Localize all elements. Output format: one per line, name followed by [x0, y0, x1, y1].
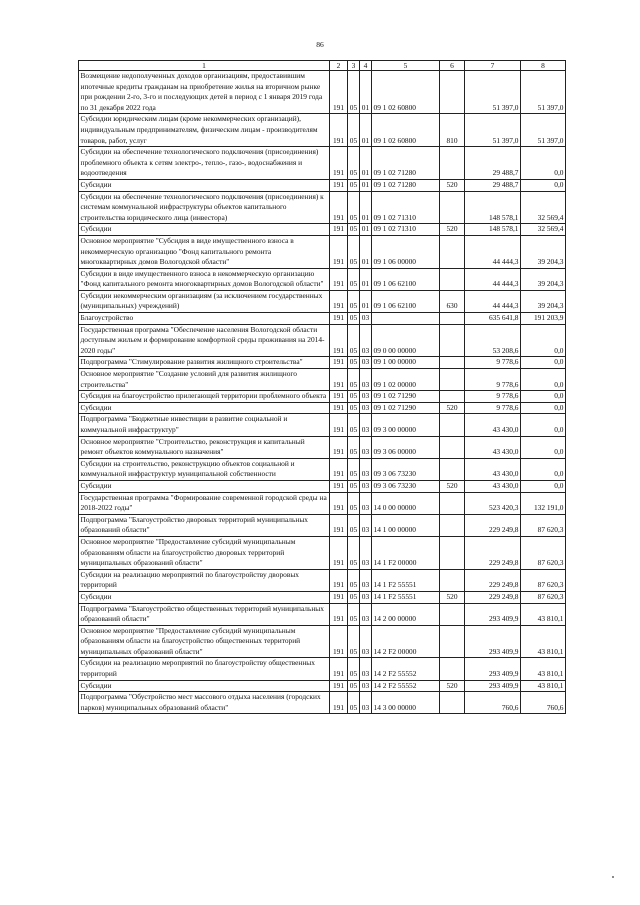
expense-type-cell: 630	[440, 290, 465, 312]
ministry-code-cell: 191	[330, 391, 348, 403]
target-article-cell: 14 3 00 00000	[372, 692, 440, 714]
target-article-cell: 09 3 06 00000	[372, 436, 440, 458]
subsection-code-cell: 01	[360, 71, 372, 114]
section-code-cell: 05	[348, 536, 360, 569]
amount-year2-cell: 0,0	[521, 179, 566, 191]
amount-year2-cell: 0,0	[521, 391, 566, 403]
expense-type-cell	[440, 147, 465, 180]
amount-year1-cell: 229 249,8	[465, 591, 521, 603]
budget-table	[78, 60, 566, 714]
table-row	[79, 235, 566, 268]
column-header: 6	[440, 61, 465, 71]
target-article-cell: 09 3 00 00000	[372, 414, 440, 436]
section-code-cell: 05	[348, 658, 360, 680]
table-row	[79, 603, 566, 625]
subsection-code-cell: 01	[360, 290, 372, 312]
row-name-cell: Подпрограмма "Бюджетные инвестиции в развитие социальной и коммунальной инфраструктур"	[79, 414, 330, 436]
expense-type-cell	[440, 625, 465, 658]
target-article-cell: 14 2 F2 55552	[372, 680, 440, 692]
amount-year2-cell: 760,6	[521, 692, 566, 714]
amount-year1-cell: 43 430,0	[465, 414, 521, 436]
table-row	[79, 114, 566, 147]
target-article-cell: 09 1 02 60800	[372, 71, 440, 114]
table-row	[79, 402, 566, 414]
amount-year2-cell: 51 397,0	[521, 114, 566, 147]
ministry-code-cell: 191	[330, 625, 348, 658]
row-name-cell: Субсидии	[79, 179, 330, 191]
table-row	[79, 625, 566, 658]
expense-type-cell	[440, 369, 465, 391]
ministry-code-cell: 191	[330, 357, 348, 369]
amount-year1-cell: 229 249,8	[465, 536, 521, 569]
ministry-code-cell: 191	[330, 235, 348, 268]
table-row	[79, 369, 566, 391]
column-header: 7	[465, 61, 521, 71]
section-code-cell: 05	[348, 692, 360, 714]
row-name-cell: Основное мероприятие "Субсидия в виде имущественного взноса в некоммерческую организацию "Фонд капитального ремонта многоквартирных домов Вологодской области"	[79, 235, 330, 268]
column-header: 8	[521, 61, 566, 71]
subsection-code-cell: 01	[360, 191, 372, 224]
amount-year2-cell: 0,0	[521, 458, 566, 480]
row-name-cell: Субсидии на строительство, реконструкцию объектов социальной и коммунальной инфраструктур муниципальной собственности	[79, 458, 330, 480]
subsection-code-cell: 01	[360, 268, 372, 290]
expense-type-cell	[440, 436, 465, 458]
page-number: 86	[316, 40, 324, 49]
subsection-code-cell: 03	[360, 658, 372, 680]
table-row	[79, 458, 566, 480]
expense-type-cell	[440, 268, 465, 290]
amount-year2-cell: 87 620,3	[521, 591, 566, 603]
amount-year1-cell: 148 578,1	[465, 224, 521, 236]
amount-year2-cell: 0,0	[521, 147, 566, 180]
ministry-code-cell: 191	[330, 290, 348, 312]
subsection-code-cell: 01	[360, 114, 372, 147]
table-row	[79, 191, 566, 224]
target-article-cell: 09 1 02 71310	[372, 224, 440, 236]
expense-type-cell	[440, 235, 465, 268]
ministry-code-cell: 191	[330, 458, 348, 480]
column-header: 2	[330, 61, 348, 71]
ministry-code-cell: 191	[330, 591, 348, 603]
table-row	[79, 536, 566, 569]
amount-year1-cell: 760,6	[465, 692, 521, 714]
subsection-code-cell: 03	[360, 369, 372, 391]
row-name-cell: Благоустройство	[79, 313, 330, 325]
subsection-code-cell: 03	[360, 458, 372, 480]
ministry-code-cell: 191	[330, 147, 348, 180]
row-name-cell: Государственная программа "Обеспечение населения Вологодской области доступным жильем и формирование комфортной среды проживания на 2014-2020 годы"	[79, 324, 330, 357]
row-name-cell: Основное мероприятие "Строительство, реконструкция и капитальный ремонт объектов коммунального назначения"	[79, 436, 330, 458]
table-row	[79, 324, 566, 357]
expense-type-cell	[440, 313, 465, 325]
expense-type-cell: 520	[440, 224, 465, 236]
expense-type-cell	[440, 492, 465, 514]
row-name-cell: Подпрограмма "Обустройство мест массового отдыха населения (городских парков) муниципальных образований области"	[79, 692, 330, 714]
row-name-cell: Субсидии на реализацию мероприятий по благоустройству дворовых территорий	[79, 569, 330, 591]
expense-type-cell	[440, 357, 465, 369]
ministry-code-cell: 191	[330, 313, 348, 325]
table-row	[79, 290, 566, 312]
row-name-cell: Субсидии юридическим лицам (кроме некоммерческих организаций), индивидуальным предпринимателям, физическим лицам - производителям товаров, работ, услуг	[79, 114, 330, 147]
expense-type-cell	[440, 71, 465, 114]
amount-year2-cell: 43 810,1	[521, 658, 566, 680]
amount-year2-cell: 43 810,1	[521, 625, 566, 658]
table-row	[79, 313, 566, 325]
row-name-cell: Государственная программа "Формирование современной городской среды на 2018-2022 годы"	[79, 492, 330, 514]
section-code-cell: 05	[348, 402, 360, 414]
subsection-code-cell: 03	[360, 569, 372, 591]
ministry-code-cell: 191	[330, 680, 348, 692]
subsection-code-cell: 03	[360, 324, 372, 357]
target-article-cell: 09 1 00 00000	[372, 357, 440, 369]
subsection-code-cell: 01	[360, 224, 372, 236]
row-name-cell: Субсидии на обеспечение технологического подключения (присоединения) проблемного объекта к сетям электро-, тепло-, газо-, водоснабжения и водоотведения	[79, 147, 330, 180]
subsection-code-cell: 03	[360, 492, 372, 514]
ministry-code-cell: 191	[330, 114, 348, 147]
target-article-cell: 14 2 F2 55552	[372, 658, 440, 680]
subsection-code-cell: 03	[360, 591, 372, 603]
amount-year2-cell: 43 810,1	[521, 603, 566, 625]
target-article-cell: 09 1 02 60800	[372, 114, 440, 147]
section-code-cell: 05	[348, 235, 360, 268]
expense-type-cell: 520	[440, 480, 465, 492]
amount-year1-cell: 229 249,8	[465, 569, 521, 591]
section-code-cell: 05	[348, 369, 360, 391]
ministry-code-cell: 191	[330, 179, 348, 191]
section-code-cell: 05	[348, 191, 360, 224]
expense-type-cell: 520	[440, 680, 465, 692]
amount-year1-cell: 635 641,8	[465, 313, 521, 325]
ministry-code-cell: 191	[330, 369, 348, 391]
row-name-cell: Возмещение недополученных доходов организациям, предоставившим ипотечные кредиты гражданам на приобретение жилья на вторичном рынке при рождении 2-го, 3-го и последующих детей в период с 1 января 2019 года по 31 декабря 2022 года	[79, 71, 330, 114]
table-row	[79, 357, 566, 369]
table-row	[79, 680, 566, 692]
target-article-cell: 09 1 02 71290	[372, 391, 440, 403]
row-name-cell: Субсидии на реализацию мероприятий по благоустройству общественных территорий	[79, 658, 330, 680]
subsection-code-cell: 03	[360, 536, 372, 569]
row-name-cell: Субсидия на благоустройство прилегающей территории проблемного объекта	[79, 391, 330, 403]
section-code-cell: 05	[348, 680, 360, 692]
column-header: 1	[79, 61, 330, 71]
subsection-code-cell: 01	[360, 147, 372, 180]
amount-year2-cell: 39 204,3	[521, 268, 566, 290]
target-article-cell: 14 2 F2 00000	[372, 625, 440, 658]
section-code-cell: 05	[348, 603, 360, 625]
section-code-cell: 05	[348, 569, 360, 591]
section-code-cell: 05	[348, 436, 360, 458]
expense-type-cell	[440, 414, 465, 436]
row-name-cell: Подпрограмма "Стимулирование развития жилищного строительства"	[79, 357, 330, 369]
section-code-cell: 05	[348, 458, 360, 480]
section-code-cell: 05	[348, 147, 360, 180]
expense-type-cell: 810	[440, 114, 465, 147]
table-row	[79, 514, 566, 536]
section-code-cell: 05	[348, 268, 360, 290]
section-code-cell: 05	[348, 514, 360, 536]
section-code-cell: 05	[348, 290, 360, 312]
amount-year2-cell: 87 620,3	[521, 569, 566, 591]
amount-year2-cell: 0,0	[521, 357, 566, 369]
amount-year2-cell: 0,0	[521, 436, 566, 458]
ministry-code-cell: 191	[330, 414, 348, 436]
table-row	[79, 268, 566, 290]
amount-year1-cell: 229 249,8	[465, 514, 521, 536]
expense-type-cell	[440, 658, 465, 680]
amount-year1-cell: 43 430,0	[465, 480, 521, 492]
amount-year1-cell: 51 397,0	[465, 71, 521, 114]
row-name-cell: Основное мероприятие "Создание условий для развития жилищного строительства"	[79, 369, 330, 391]
ministry-code-cell: 191	[330, 514, 348, 536]
amount-year1-cell: 523 420,3	[465, 492, 521, 514]
target-article-cell: 09 1 06 00000	[372, 235, 440, 268]
table-row	[79, 591, 566, 603]
column-header: 4	[360, 61, 372, 71]
table-row	[79, 569, 566, 591]
amount-year1-cell: 43 430,0	[465, 458, 521, 480]
target-article-cell: 09 0 00 00000	[372, 324, 440, 357]
target-article-cell: 09 1 02 00000	[372, 369, 440, 391]
target-article-cell: 09 1 02 71280	[372, 179, 440, 191]
amount-year1-cell: 148 578,1	[465, 191, 521, 224]
section-code-cell: 05	[348, 591, 360, 603]
target-article-cell: 14 1 00 00000	[372, 514, 440, 536]
expense-type-cell	[440, 603, 465, 625]
amount-year1-cell: 293 409,9	[465, 625, 521, 658]
row-name-cell: Субсидии	[79, 402, 330, 414]
amount-year2-cell: 87 620,3	[521, 536, 566, 569]
table-row	[79, 71, 566, 114]
amount-year1-cell: 29 488,7	[465, 179, 521, 191]
target-article-cell	[372, 313, 440, 325]
ministry-code-cell: 191	[330, 536, 348, 569]
expense-type-cell: 520	[440, 179, 465, 191]
section-code-cell: 05	[348, 224, 360, 236]
amount-year1-cell: 29 488,7	[465, 147, 521, 180]
amount-year1-cell: 9 778,6	[465, 402, 521, 414]
ministry-code-cell: 191	[330, 569, 348, 591]
amount-year2-cell: 87 620,3	[521, 514, 566, 536]
ministry-code-cell: 191	[330, 402, 348, 414]
row-name-cell: Субсидии	[79, 680, 330, 692]
row-name-cell: Основное мероприятие "Предоставление субсидий муниципальным образованиям области на благоустройство общественных территорий муниципальных образований области"	[79, 625, 330, 658]
section-code-cell: 05	[348, 313, 360, 325]
amount-year1-cell: 9 778,6	[465, 369, 521, 391]
amount-year1-cell: 9 778,6	[465, 357, 521, 369]
target-article-cell: 14 1 F2 55551	[372, 569, 440, 591]
subsection-code-cell: 03	[360, 313, 372, 325]
section-code-cell: 05	[348, 391, 360, 403]
section-code-cell: 05	[348, 179, 360, 191]
row-name-cell: Подпрограмма "Благоустройство дворовых территорий муниципальных образований области"	[79, 514, 330, 536]
subsection-code-cell: 03	[360, 414, 372, 436]
ministry-code-cell: 191	[330, 268, 348, 290]
subsection-code-cell: 03	[360, 692, 372, 714]
expense-type-cell	[440, 324, 465, 357]
table-row	[79, 147, 566, 180]
amount-year1-cell: 293 409,9	[465, 680, 521, 692]
subsection-code-cell: 03	[360, 514, 372, 536]
row-name-cell: Субсидии	[79, 224, 330, 236]
ministry-code-cell: 191	[330, 191, 348, 224]
target-article-cell: 09 1 02 71290	[372, 402, 440, 414]
target-article-cell: 14 1 F2 00000	[372, 536, 440, 569]
amount-year2-cell: 0,0	[521, 402, 566, 414]
amount-year2-cell: 0,0	[521, 369, 566, 391]
ministry-code-cell: 191	[330, 224, 348, 236]
target-article-cell: 14 2 00 00000	[372, 603, 440, 625]
subsection-code-cell: 03	[360, 357, 372, 369]
amount-year2-cell: 191 203,9	[521, 313, 566, 325]
amount-year2-cell: 32 569,4	[521, 224, 566, 236]
amount-year2-cell: 51 397,0	[521, 71, 566, 114]
row-name-cell: Основное мероприятие "Предоставление субсидий муниципальным образованиям области на благоустройство дворовых территорий муниципальных образований области"	[79, 536, 330, 569]
row-name-cell: Субсидии на обеспечение технологического подключения (присоединения) к системам коммунальной инфраструктуры объектов капитального строительства юридического лица (инвестора)	[79, 191, 330, 224]
expense-type-cell	[440, 391, 465, 403]
expense-type-cell: 520	[440, 402, 465, 414]
section-code-cell: 05	[348, 357, 360, 369]
ministry-code-cell: 191	[330, 692, 348, 714]
section-code-cell: 05	[348, 414, 360, 436]
ministry-code-cell: 191	[330, 603, 348, 625]
amount-year2-cell: 32 569,4	[521, 191, 566, 224]
table-row	[79, 692, 566, 714]
amount-year1-cell: 44 444,3	[465, 290, 521, 312]
subsection-code-cell: 03	[360, 436, 372, 458]
table-row	[79, 224, 566, 236]
amount-year1-cell: 51 397,0	[465, 114, 521, 147]
target-article-cell: 09 3 06 73230	[372, 480, 440, 492]
subsection-code-cell: 03	[360, 625, 372, 658]
ministry-code-cell: 191	[330, 436, 348, 458]
expense-type-cell	[440, 191, 465, 224]
table-row	[79, 492, 566, 514]
table-header-row	[79, 61, 566, 71]
amount-year2-cell: 43 810,1	[521, 680, 566, 692]
amount-year1-cell: 293 409,9	[465, 603, 521, 625]
target-article-cell: 14 1 F2 55551	[372, 591, 440, 603]
expense-type-cell	[440, 514, 465, 536]
amount-year2-cell: 39 204,3	[521, 235, 566, 268]
column-header: 5	[372, 61, 440, 71]
table-row	[79, 391, 566, 403]
amount-year1-cell: 44 444,3	[465, 235, 521, 268]
scan-speck	[612, 876, 614, 878]
section-code-cell: 05	[348, 492, 360, 514]
row-name-cell: Субсидии	[79, 591, 330, 603]
row-name-cell: Подпрограмма "Благоустройство общественных территорий муниципальных образований области"	[79, 603, 330, 625]
ministry-code-cell: 191	[330, 324, 348, 357]
table-row	[79, 480, 566, 492]
expense-type-cell: 520	[440, 591, 465, 603]
expense-type-cell	[440, 458, 465, 480]
table-row	[79, 179, 566, 191]
target-article-cell: 09 1 06 62100	[372, 268, 440, 290]
ministry-code-cell: 191	[330, 658, 348, 680]
row-name-cell: Субсидии в виде имущественного взноса в некоммерческую организацию "Фонд капитального ремонта многоквартирных домов Вологодской области"	[79, 268, 330, 290]
subsection-code-cell: 03	[360, 680, 372, 692]
expense-type-cell	[440, 536, 465, 569]
ministry-code-cell: 191	[330, 492, 348, 514]
ministry-code-cell: 191	[330, 480, 348, 492]
column-header: 3	[348, 61, 360, 71]
amount-year1-cell: 9 778,6	[465, 391, 521, 403]
row-name-cell: Субсидии	[79, 480, 330, 492]
ministry-code-cell: 191	[330, 71, 348, 114]
expense-type-cell	[440, 569, 465, 591]
amount-year1-cell: 43 430,0	[465, 436, 521, 458]
section-code-cell: 05	[348, 480, 360, 492]
subsection-code-cell: 01	[360, 179, 372, 191]
target-article-cell: 09 1 02 71310	[372, 191, 440, 224]
subsection-code-cell: 03	[360, 603, 372, 625]
target-article-cell: 09 1 02 71280	[372, 147, 440, 180]
amount-year2-cell: 39 204,3	[521, 290, 566, 312]
amount-year2-cell: 0,0	[521, 414, 566, 436]
section-code-cell: 05	[348, 114, 360, 147]
amount-year2-cell: 0,0	[521, 480, 566, 492]
target-article-cell: 14 0 00 00000	[372, 492, 440, 514]
row-name-cell: Субсидии некоммерческим организациям (за исключением государственных (муниципальных) учреждений)	[79, 290, 330, 312]
amount-year1-cell: 44 444,3	[465, 268, 521, 290]
target-article-cell: 09 3 06 73230	[372, 458, 440, 480]
table-row	[79, 658, 566, 680]
subsection-code-cell: 01	[360, 235, 372, 268]
amount-year1-cell: 53 208,6	[465, 324, 521, 357]
subsection-code-cell: 03	[360, 402, 372, 414]
amount-year1-cell: 293 409,9	[465, 658, 521, 680]
section-code-cell: 05	[348, 71, 360, 114]
section-code-cell: 05	[348, 625, 360, 658]
subsection-code-cell: 03	[360, 391, 372, 403]
subsection-code-cell: 03	[360, 480, 372, 492]
amount-year2-cell: 0,0	[521, 324, 566, 357]
expense-type-cell	[440, 692, 465, 714]
table-row	[79, 436, 566, 458]
table-row	[79, 414, 566, 436]
target-article-cell: 09 1 06 62100	[372, 290, 440, 312]
section-code-cell: 05	[348, 324, 360, 357]
amount-year2-cell: 132 191,0	[521, 492, 566, 514]
